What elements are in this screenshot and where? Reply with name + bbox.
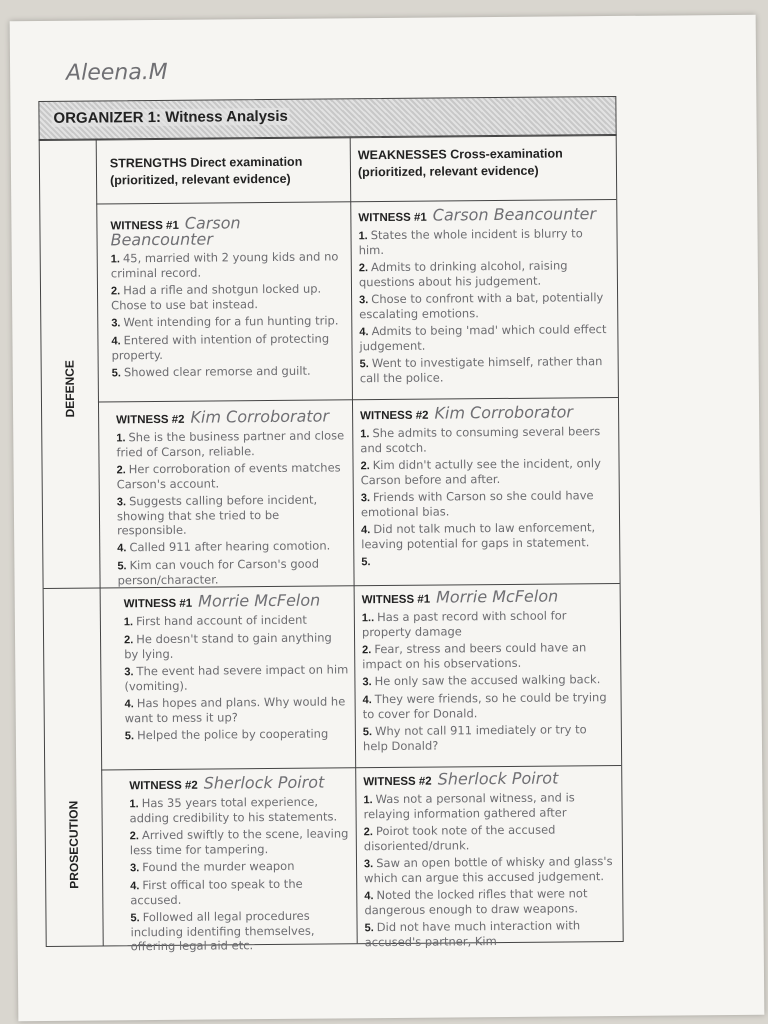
witness-name: Kim Corroborator [434, 402, 574, 423]
evidence-text: Has a past record with school for property damage [361, 608, 567, 640]
evidence-item [116, 428, 344, 459]
witness-heading [129, 772, 351, 793]
evidence-item [362, 640, 614, 671]
organizer-title: ORGANIZER 1: Witness Analysis [53, 107, 288, 127]
evidence-text: They were friends, so he could be trying to cover for Donald. [362, 690, 607, 722]
evidence-number: 4. [124, 698, 134, 711]
prosecution-witness2-weaknesses [363, 768, 617, 950]
evidence-item [361, 520, 613, 551]
evidence-number: 2. [110, 285, 121, 298]
evidence-text: Found the murder weapon [142, 858, 295, 875]
evidence-number: 3. [129, 862, 140, 875]
evidence-text: Saw an open bottle of whisky and glass's which can argue this accused judgement. [364, 854, 613, 886]
evidence-number: 1. [358, 230, 368, 243]
evidence-text: First hand account of incident [136, 612, 307, 629]
defence-label: DEFENCE [62, 360, 78, 418]
prosecution-label: PROSECUTION [66, 800, 82, 889]
evidence-item [359, 290, 611, 321]
witness-number-label: WITNESS #2 [363, 775, 432, 789]
defence-witness2-strengths [116, 406, 346, 588]
witness-number-label: WITNESS #1 [358, 211, 427, 225]
witness-name: Morrie McFelon [198, 590, 321, 611]
evidence-text: Did not talk much to law enforcement, leaving potential for gaps in statement. [361, 520, 596, 552]
student-name: Aleena.M [65, 59, 168, 86]
evidence-text: He doesn't stand to gain anything by lying. [124, 630, 332, 662]
evidence-number: 1. [363, 794, 373, 807]
evidence-text: Kim can vouch for Carson's good person/character. [117, 556, 320, 588]
evidence-text: Her corroboration of events matches Carson's account. [116, 460, 341, 492]
witness-heading [116, 406, 344, 427]
evidence-number: 2. [129, 830, 140, 843]
evidence-number: 2. [116, 464, 126, 477]
evidence-text: Went intending for a fun hunting trip. [123, 313, 339, 330]
evidence-number: 3. [363, 858, 374, 871]
evidence-item [111, 313, 343, 330]
evidence-item [111, 281, 343, 312]
evidence-number: 5. [124, 730, 135, 743]
evidence-item [117, 492, 345, 537]
evidence-number: 2. [124, 634, 134, 647]
evidence-number: 5. [130, 912, 140, 925]
evidence-item [363, 690, 615, 721]
evidence-number: 5. [117, 560, 127, 573]
evidence-text: Went to investigate himself, rather than call the police. [359, 354, 603, 386]
organizer-grid [39, 134, 624, 954]
evidence-text: Fear, stress and beers could have an impact on his observations. [362, 640, 587, 672]
evidence-number: 3. [111, 317, 121, 330]
evidence-number: 3. [360, 492, 371, 505]
evidence-text: Why not call 911 imediately or try to help Donald? [362, 722, 587, 754]
evidence-item [364, 822, 616, 853]
evidence-item [365, 918, 617, 949]
witness-heading [358, 204, 610, 225]
evidence-text: She admits to consuming several beers and scotch. [360, 424, 601, 456]
evidence-text: Entered with intention of protecting property. [111, 331, 330, 363]
evidence-item [112, 363, 344, 380]
evidence-number: 4. [361, 524, 371, 537]
evidence-item [361, 552, 613, 569]
witness-heading [360, 402, 612, 423]
evidence-text: Showed clear remorse and guilt. [123, 363, 311, 380]
evidence-text: First offical too speak to the accused. [130, 876, 303, 908]
evidence-number: 5. [359, 358, 369, 371]
defence-witness1-weaknesses [358, 204, 612, 386]
evidence-item [124, 662, 348, 693]
witness-number-label: WITNESS #2 [129, 779, 198, 793]
evidence-text: He only saw the accused walking back. [374, 672, 601, 689]
witness-name: Sherlock Poirot [437, 768, 559, 789]
evidence-number: 4. [362, 694, 372, 707]
evidence-number: 1. [360, 428, 370, 441]
evidence-number: 4. [359, 326, 369, 339]
evidence-number: 5. [111, 367, 121, 380]
evidence-number: 5. [361, 556, 371, 569]
prosecution-witness1-weaknesses [361, 586, 615, 754]
evidence-number: 3. [124, 666, 134, 679]
witness-number-label: WITNESS #1 [123, 597, 193, 611]
witness-name: Morrie McFelon [435, 586, 559, 607]
witness-analysis-organizer [38, 92, 633, 954]
witness-number-label: WITNESS #1 [110, 219, 179, 233]
evidence-number: 1. [129, 798, 139, 811]
evidence-item [130, 858, 352, 875]
defence-witness2-weaknesses [360, 402, 613, 569]
evidence-item [358, 226, 610, 257]
worksheet-page [10, 15, 765, 1021]
evidence-number: 2. [360, 460, 370, 473]
evidence-number: 4. [364, 890, 374, 903]
evidence-item [125, 694, 349, 725]
evidence-number: 2. [363, 826, 373, 839]
evidence-text: Friends with Carson so she could have emotional bias. [360, 488, 594, 520]
evidence-item [362, 672, 614, 689]
defence-witness1-strengths [110, 215, 343, 380]
evidence-item [361, 488, 613, 519]
witness-name: Sherlock Poirot [203, 772, 325, 793]
evidence-text: Chose to confront with a bat, potentially escalating emotions. [359, 290, 604, 322]
evidence-number: 1. [116, 432, 126, 445]
witness-heading [361, 586, 614, 607]
witness-number-label: WITNESS #1 [361, 593, 431, 607]
evidence-number: 1. [110, 253, 120, 266]
evidence-text: Poirot took note of the accused disoriented/drunk. [363, 822, 556, 854]
evidence-text: The event had severe impact on him (vomiting). [124, 662, 349, 694]
evidence-item [117, 556, 345, 587]
evidence-text: Had a rifle and shotgun locked up. Chose to use bat instead. [111, 281, 322, 313]
witness-number-label: WITNESS #2 [360, 409, 429, 423]
evidence-text: Called 911 after hearing comotion. [129, 538, 331, 555]
evidence-item [359, 322, 611, 353]
witness-name: Kim Corroborator [190, 406, 330, 427]
witness-name: Carson Beancounter [110, 213, 241, 250]
prosecution-witness2-strengths [129, 772, 353, 954]
evidence-item [364, 854, 616, 885]
evidence-number: 4. [117, 542, 127, 555]
evidence-number: 2. [362, 644, 372, 657]
evidence-item [362, 608, 614, 639]
witness-heading [363, 768, 615, 789]
evidence-item [129, 794, 351, 825]
evidence-text: States the whole incident is blurry to him. [358, 226, 583, 258]
evidence-text: Was not a personal witness, and is relaying information gathered after [363, 790, 575, 822]
evidence-number: 1. [123, 616, 134, 629]
evidence-number: 2. [358, 262, 369, 275]
evidence-text: Did not have much interaction with accused's partner, Kim [364, 918, 581, 950]
evidence-text: 45, married with 2 young kids and no criminal record. [110, 249, 339, 281]
evidence-text: Suggests calling before incident, showing that she tried to be responsible. [116, 492, 318, 538]
evidence-text: Has hopes and plans. Why would he want to mess it up? [124, 694, 346, 726]
evidence-text: Admits to being 'mad' which could effect judgement. [359, 322, 607, 354]
evidence-item [360, 354, 612, 385]
weaknesses-header: WEAKNESSES Cross-examination (prioritized, relevant evidence) [357, 146, 563, 180]
evidence-item [125, 726, 349, 743]
evidence-text: Admits to drinking alcohol, raising questions about his judgement. [358, 258, 568, 290]
evidence-text: Has 35 years total experience, adding credibility to his statements. [129, 794, 338, 826]
evidence-number: 3. [116, 496, 127, 509]
evidence-number: 4. [130, 880, 140, 893]
evidence-item [363, 722, 615, 753]
evidence-text: Kim didn't actully see the incident, only Carson before and after. [360, 456, 601, 488]
prosecution-witness1-strengths [123, 590, 349, 743]
evidence-item [360, 424, 612, 455]
evidence-item [363, 790, 615, 821]
evidence-item [117, 460, 345, 491]
evidence-item [364, 886, 616, 917]
witness-number-label: WITNESS #2 [116, 413, 185, 427]
evidence-text: She is the business partner and close fried of Carson, reliable. [116, 428, 345, 460]
evidence-text: Arrived swiftly to the scene, leaving less time for tampering. [129, 826, 349, 858]
evidence-item [111, 331, 343, 362]
evidence-item [117, 538, 345, 555]
evidence-number: 1.. [361, 612, 375, 625]
evidence-item [130, 876, 352, 907]
witness-heading [110, 215, 342, 248]
witness-name: Carson Beancounter [432, 204, 597, 225]
evidence-item [124, 612, 348, 629]
evidence-item [130, 908, 352, 953]
evidence-text: Noted the locked rifles that were not dangerous enough to draw weapons. [364, 886, 588, 918]
strengths-header: STRENGTHS Direct examination (prioritized, relevant evidence) [109, 154, 303, 188]
evidence-number: 3. [362, 676, 372, 689]
evidence-text: Helped the police by cooperating [137, 726, 329, 743]
divider [96, 140, 104, 946]
evidence-item [360, 456, 612, 487]
evidence-item [130, 826, 352, 857]
evidence-number: 4. [111, 335, 121, 348]
evidence-item [124, 630, 348, 661]
evidence-text: Followed all legal procedures including identifing themselves, offering legal aid etc. [130, 908, 315, 954]
witness-heading [123, 590, 348, 611]
evidence-number: 5. [362, 726, 373, 739]
evidence-item [111, 249, 343, 280]
evidence-number: 3. [359, 294, 369, 307]
evidence-item [359, 258, 611, 289]
evidence-number: 5. [364, 922, 374, 935]
